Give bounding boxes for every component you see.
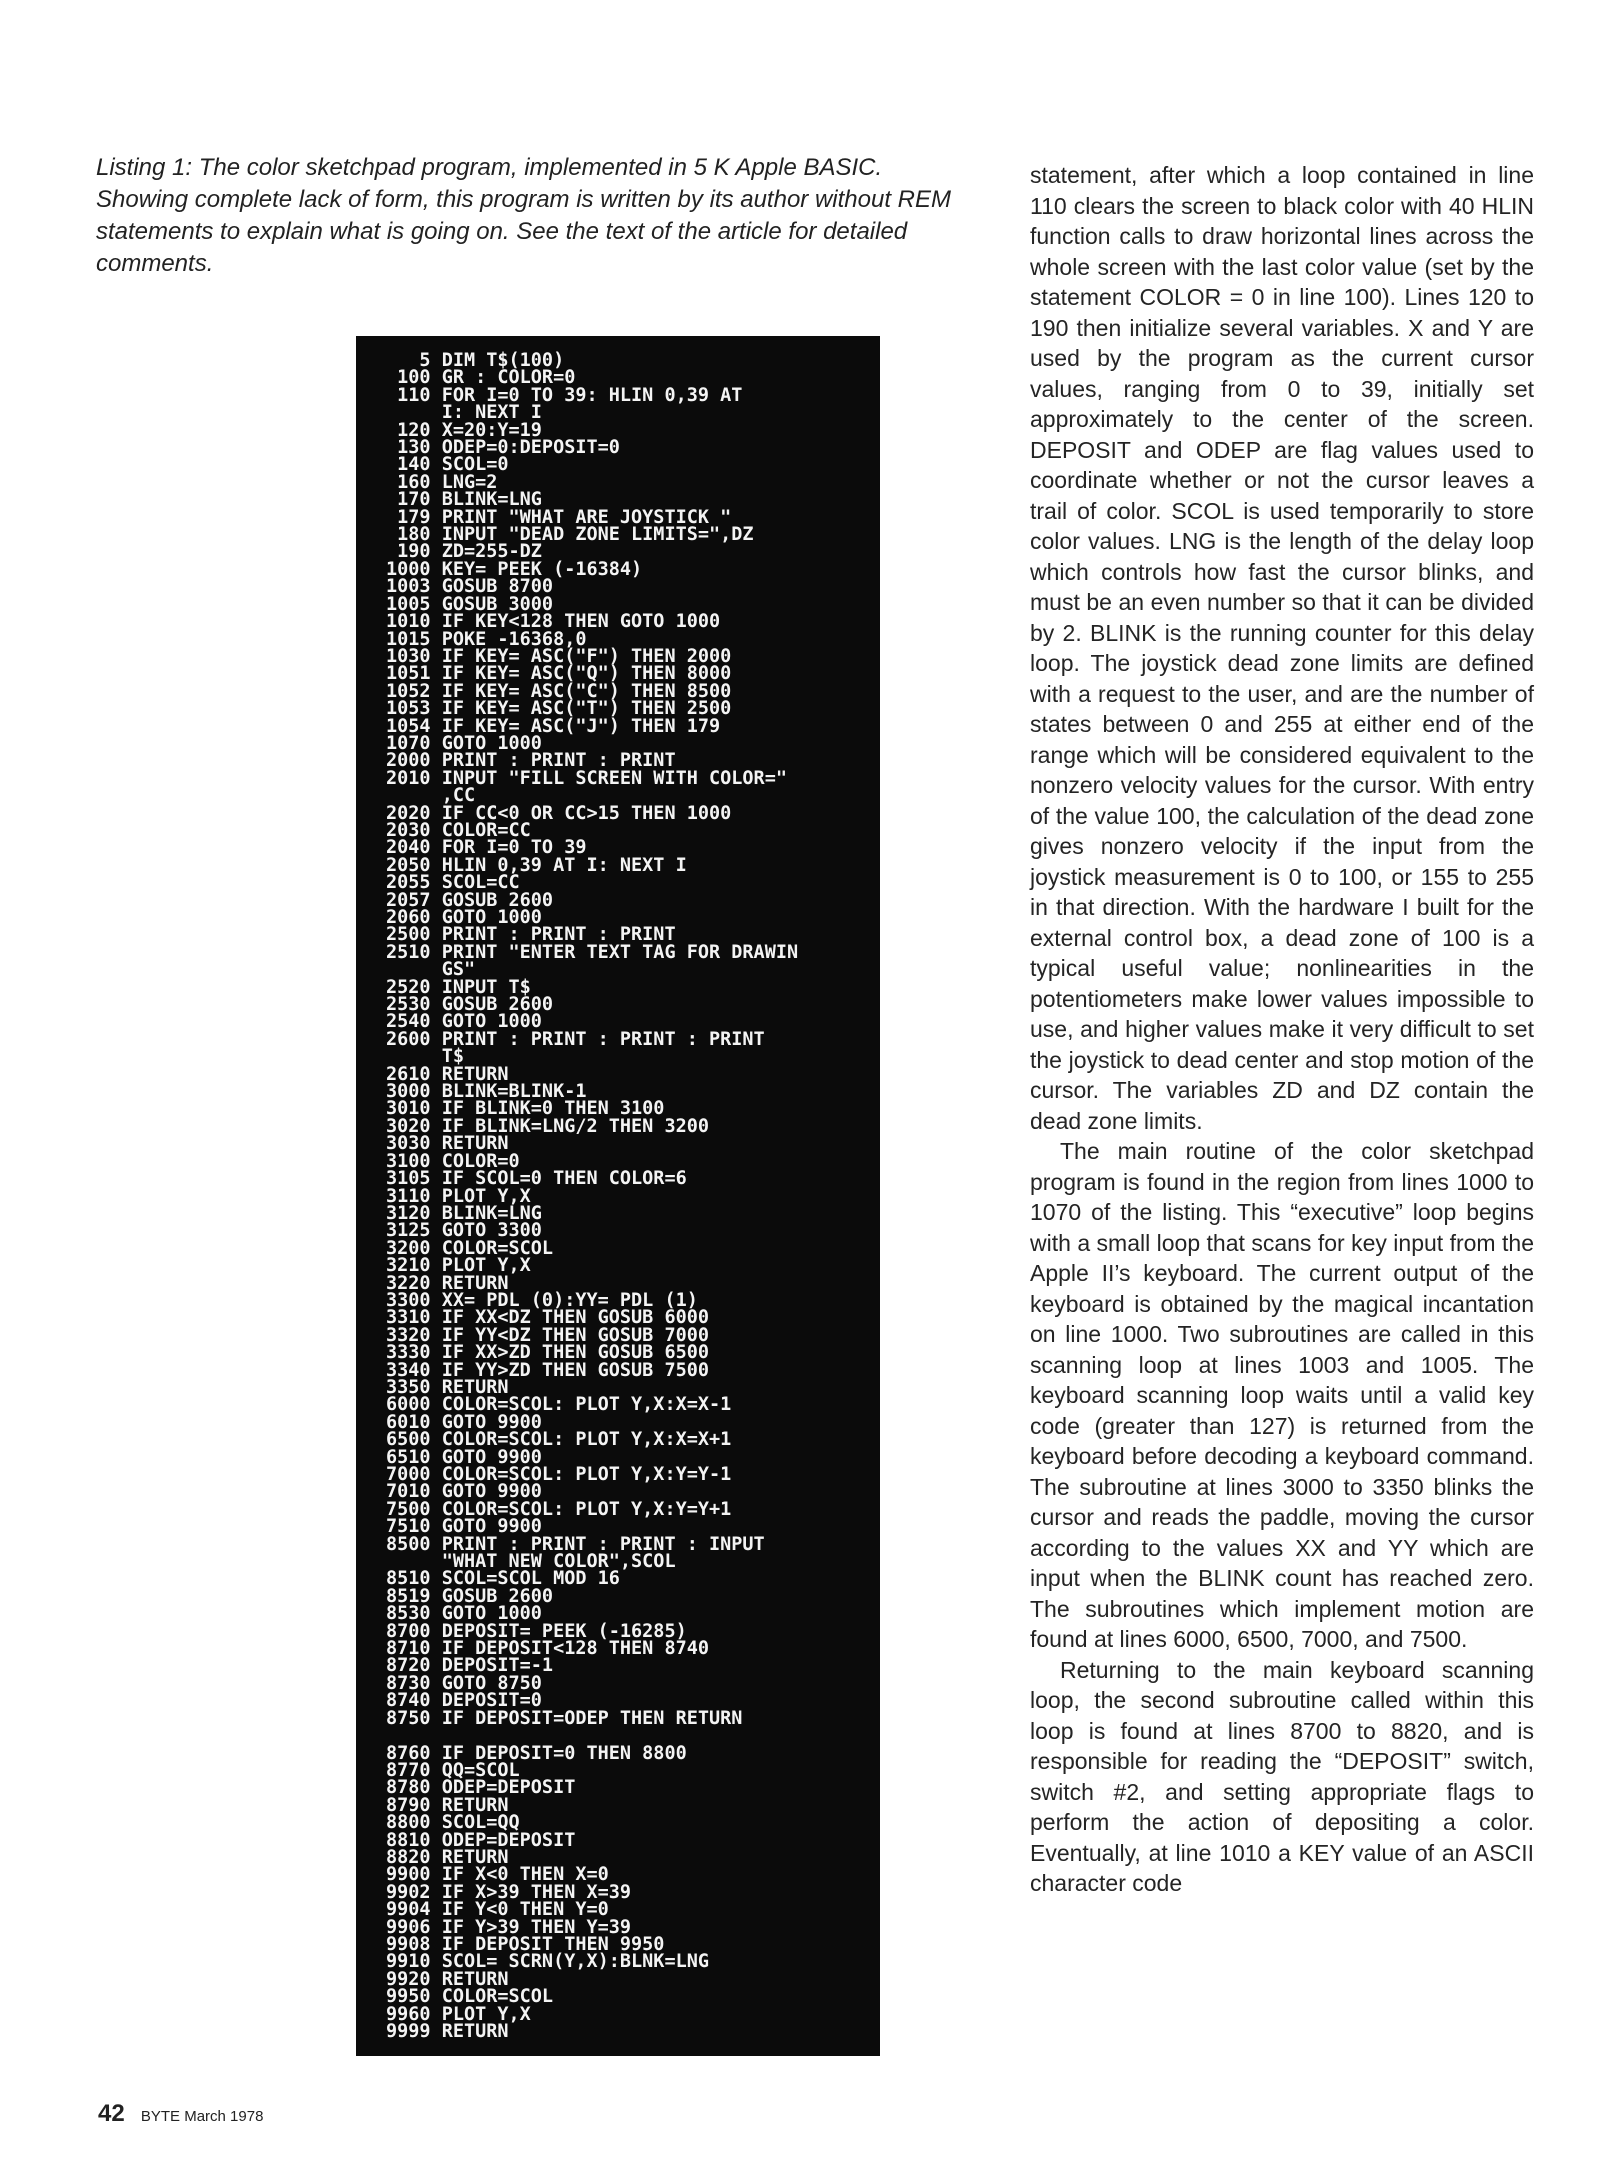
basic-code-listing: 5 DIM T$(100) 100 GR : COLOR=0 110 FOR I=0 TO 39: HLIN 0,39 AT I: NEXT I 120 X=20:Y=19 130 ODEP=0:DEPOSIT=0 140 SCOL=0 160 LNG=2 170 BLINK=LNG 179 PRINT "WHAT ARE JOYSTICK " 180 INPUT "DEAD ZONE LIMITS=",DZ 190 ZD=255-DZ 1000 KEY= PEEK (-16384) 1003 GOSUB 8700 1005 GOSUB 3000 1010 IF KEY<128 THEN GOTO 1000 1015 POKE -16368,0 1030 IF KEY= ASC("F") THEN 2000 1051 IF KEY= ASC("Q") THEN 8000 1052 IF KEY= ASC("C") THEN 8500 1053 IF KEY= ASC("T") THEN 2500 1054 IF KEY= ASC("J") THEN 179 1070 GOTO 1000 2000 PRINT : PRINT : PRINT 2010 INPUT "FILL SCREEN WITH COLOR=" ,CC 2020 IF CC<0 OR CC>15 THEN 1000 2030 COLOR=CC 2040 FOR I=0 TO 39 2050 HLIN 0,39 AT I: NEXT I 2055 SCOL=CC 2057 GOSUB 2600 2060 GOTO 1000 2500 PRINT : PRINT : PRINT 2510 PRINT "ENTER TEXT TAG FOR DRAWIN GS" 2520 INPUT T$ 2530 GOSUB 2600 2540 GOTO 1000 2600 PRINT : PRINT : PRINT : PRINT T$ 2610 RETURN 3000 BLINK=BLINK-1 3010 IF BLINK=0 THEN 3100 3020 IF BLINK=LNG/2 THEN 3200 3030 RETURN 3100 COLOR=0 3105 IF SCOL=0 THEN COLOR=6 3110 PLOT Y,X 3120 BLINK=LNG 3125 GOTO 3300 3200 COLOR=SCOL 3210 PLOT Y,X 3220 RETURN 3300 XX= PDL (0):YY= PDL (1) 3310 IF XX<DZ THEN GOSUB 6000 3320 IF YY<DZ THEN GOSUB 7000 3330 IF XX>ZD THEN GOSUB 6500 3340 IF YY>ZD THEN GOSUB 7500 3350 RETURN 6000 COLOR=SCOL: PLOT Y,X:X=X-1 6010 GOTO 9900 6500 COLOR=SCOL: PLOT Y,X:X=X+1 6510 GOTO 9900 7000 COLOR=SCOL: PLOT Y,X:Y=Y-1 7010 GOTO 9900 7500 COLOR=SCOL: PLOT Y,X:Y=Y+1 7510 GOTO 9900 8500 PRINT : PRINT : PRINT : INPUT "WHAT NEW COLOR",SCOL 8510 SCOL=SCOL MOD 16 8519 GOSUB 2600 8530 GOTO 1000 8700 DEPOSIT= PEEK (-16285) 8710 IF DEPOSIT<128 THEN 8740 8720 DEPOSIT=-1 8730 GOTO 8750 8740 DEPOSIT=0 8750 IF DEPOSIT=ODEP THEN RETURN 8760 IF DEPOSIT=0 THEN 8800 8770 QQ=SCOL 8780 ODEP=DEPOSIT 8790 RETURN 8800 SCOL=QQ 8810 ODEP=DEPOSIT 8820 RETURN 9900 IF X<0 THEN X=0 9902 IF X>39 THEN X=39 9904 IF Y<0 THEN Y=0 9906 IF Y>39 THEN Y=39 9908 IF DEPOSIT THEN 9950 9910 SCOL= SCRN(Y,X):BLNK=LNG 9920 RETURN 9950 COLOR=SCOL 9960 PLOT Y,X 9999 RETURN [386,350,799,2042]
body-paragraph: Returning to the main keyboard scanning loop, the second subroutine called within this loop is found at lines 8700 to 8820, and is responsible for reading the “DEPOSIT” switch, switch #2, and setting appropriate flags to perform the action of depositing a color. Eventually, at line 1010 a KEY value of an ASCII character code [1030,1656,1534,1896]
body-paragraph: statement, after which a loop contained in line 110 clears the screen to black color with 40 HLIN function calls to draw horizontal lines across the whole screen with the last color value (set by the statement COLOR = 0 in line 100). Lines 120 to 190 then initialize several variables. X and Y are used by the program as the current cursor values, ranging from 0 to 39, initially set approximately to the center of the screen. DEPOSIT and ODEP are flag values used to coordinate whether or not the cursor leaves a trail of color. SCOL is used temporarily to store color values. LNG is the length of the delay loop which controls how fast the cursor blinks, and must be an even number so that it can be divided by 2. BLINK is the running counter for this delay loop. The joystick dead zone limits are defined with a request to the user, and are the number of states between 0 and 255 at either end of the range which will be considered equivalent to the nonzero velocity values for the cursor. With entry of the value 100, the calculation of the dead zone gives nonzero velocity if the input from the joystick measurement is 0 to 100, or 155 to 255 in that direction. With the hardware I built for the external control box, a dead zone of 100 is a typical useful value; nonlinearities in the potentiometers make lower values impossible to use, and higher values make it very difficult to set the joystick to dead center and stop motion of the cursor. The variables ZD and DZ contain the dead zone limits. [1030,162,1534,1134]
page-footer [98,2100,263,2128]
code-listing-panel [356,336,880,2056]
body-paragraph: The main routine of the color sketchpad program is found in the region from lines 1000 to 1070 of the listing. This “executive” loop begins with a small loop that scans for key input from the Apple II’s keyboard. The current output of the keyboard is obtained by the magical incantation on line 1000. Two subroutines are called in this scanning loop at lines 1003 and 1005. The keyboard scanning loop waits until a valid key code (greater than 127) is returned from the keyboard before decoding a keyboard command. The subroutine at lines 3000 to 3350 blinks the cursor and reads the paddle, moving the cursor according to the values XX and YY which are input when the BLINK count has reached zero. The subroutines which implement motion are found at lines 6000, 6500, 7000, and 7500. [1030,1138,1534,1652]
page-number: 42 [98,2100,125,2127]
listing-caption: Listing 1: The color sketchpad program, implemented in 5 K Apple BASIC. Showing complete lack of form, this program is written by its author without REM statements to explain what is going on. See the text of the article for detailed comments. [96,154,951,277]
publication-name: BYTE March 1978 [140,2108,264,2125]
article-body-column [1030,160,1534,1899]
